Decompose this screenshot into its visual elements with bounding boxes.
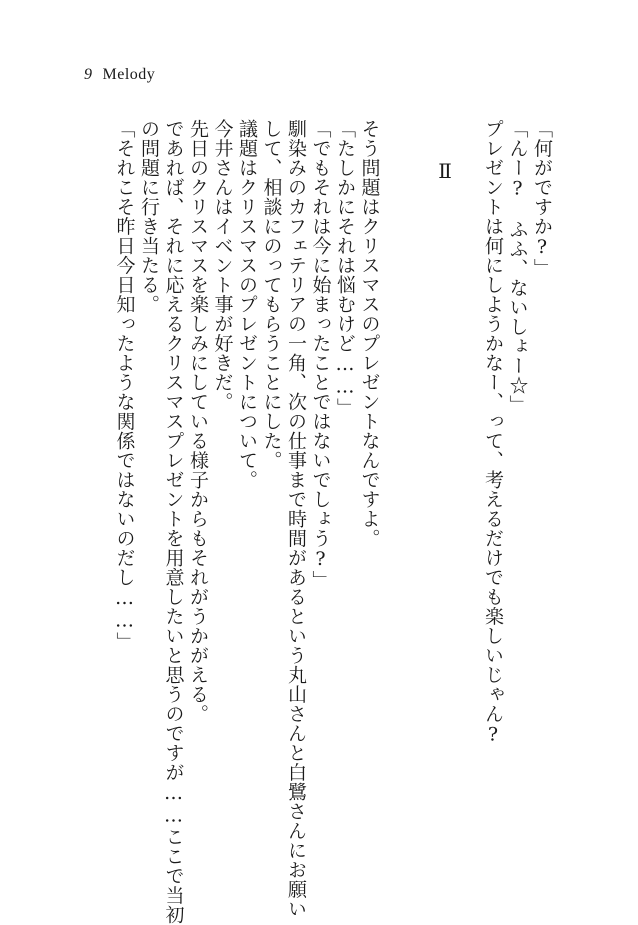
dialogue-line: 「たしかにそれは悩むけど……」 [334,119,356,418]
running-head [84,66,155,84]
narration-line: して、相談にのってもらうことにした。 [260,119,283,470]
section-number: Ⅱ [433,159,455,184]
dialogue-line: 「何がですか?」 [531,119,553,278]
chapter-title: Melody [102,66,156,83]
vertical-body-text [112,119,554,925]
narration-line: 先日のクリスマスを楽しみにしている様子からもそれがうかがえる。 [187,119,209,724]
narration-line: の問題に行き当たる。 [138,119,160,314]
narration-line: であれば、それに応えるクリスマスプレゼントを用意したいと思うのですが……ここで当初 [162,119,185,925]
dialogue-line: 「んー? ふふ、ないしょー☆」 [506,119,529,415]
narration-line: そう問題はクリスマスのプレゼントなんですよ。 [358,119,381,548]
narration-line: 馴染みのカフェテリアの一角、次の仕事まで時間があるという丸山さんと白鷺さんにお願い [285,119,307,919]
narration-line: 今井さんはイベント事が好きだ。 [211,119,234,412]
blank-line [382,119,407,854]
dialogue-line: 「それこそ昨日今日知ったような関係ではないのだし……」 [113,119,136,652]
dialogue-line: 「でもそれは今に始まったことではないでしょう?」 [309,119,332,590]
narration-line: プレゼントは何にしようかなー、って、考えるだけでも楽しいじゃん? [482,119,504,746]
narration-line: 議題はクリスマスのプレゼントについて。 [236,119,258,490]
blank-line [456,119,481,854]
page-number: 9 [84,66,93,83]
